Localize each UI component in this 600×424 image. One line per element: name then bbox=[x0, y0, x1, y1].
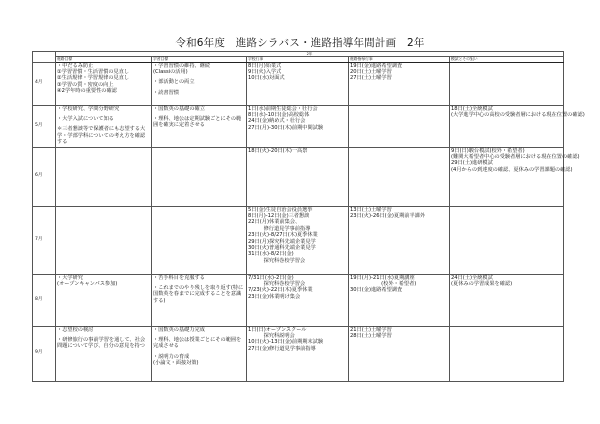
cell-line: ＊三者懇談等で保護者にも志望する大学・学部学科についての考え方を確認する bbox=[57, 126, 146, 146]
exam-cell bbox=[450, 274, 564, 326]
goal-cell bbox=[56, 105, 152, 147]
career-events-cell bbox=[349, 274, 450, 326]
cell-line: 24日(土)全統模試 bbox=[451, 274, 493, 281]
cell-line: 7/23(火)-22日(木)夏季休業 bbox=[248, 287, 313, 294]
month-label: 9月 bbox=[33, 326, 56, 381]
cell-line: 30日(金)進路希望調査 bbox=[350, 287, 403, 294]
career-events-cell bbox=[349, 105, 450, 147]
cell-line: 23日(火)-26日(金)夏期前半課外 bbox=[350, 212, 426, 219]
exam-cell bbox=[450, 326, 564, 381]
month-label: 4月 bbox=[33, 62, 56, 105]
cell-line: (4月からの到達度の確認、夏休みの学習課題の確認) bbox=[451, 166, 573, 173]
exam-cell bbox=[450, 62, 564, 105]
cell-line: (小論文・面接対策) bbox=[153, 360, 199, 367]
header-school-events: 学校行事 bbox=[247, 57, 349, 63]
goal-cell bbox=[56, 274, 152, 326]
header-exams: 模試とその狙い bbox=[450, 57, 564, 63]
cell-line: 修行道見学事前指導 bbox=[248, 225, 311, 232]
cell-line: 27日(月)-30日(木)前期中間試験 bbox=[248, 124, 324, 131]
school-events-cell bbox=[247, 62, 349, 105]
month-row bbox=[33, 206, 564, 274]
cell-line: 9日(日)駿台模試(校外・希望者) bbox=[451, 147, 525, 154]
school-events-cell bbox=[247, 147, 349, 206]
cell-line: 探究科説明会 bbox=[248, 332, 295, 339]
school-events-cell bbox=[247, 105, 349, 147]
cell-line: ④2学年時の重要性の確認 bbox=[57, 88, 117, 95]
cell-line: 13日(土)土曜学習 bbox=[350, 206, 392, 213]
cell-line: ・中だるみ防止 bbox=[57, 62, 94, 69]
cell-line: 27日(土)土曜学習 bbox=[350, 75, 392, 82]
cell-line: 18日(火)-20日(木)一高祭 bbox=[248, 147, 308, 154]
school-events-cell bbox=[247, 274, 349, 326]
cell-line: (夏休みの学習成果を確認) bbox=[451, 280, 513, 287]
school-events-cell bbox=[247, 326, 349, 381]
cell-line: (オープンキャンパス参加) bbox=[57, 280, 118, 287]
cell-line: 20日(土)土曜学習 bbox=[350, 68, 392, 75]
school-events-cell bbox=[247, 206, 349, 274]
month-label: 5月 bbox=[33, 105, 56, 147]
month-row bbox=[33, 326, 564, 381]
cell-line: 23日(金)休業明け集会 bbox=[248, 293, 301, 300]
month-header-cell bbox=[33, 52, 56, 63]
cell-line: ・苦手科目を克服する bbox=[153, 274, 205, 281]
cell-line: ①学習習慣・生活習慣の見直し bbox=[57, 68, 130, 75]
cell-line: 19日(月)-21日(水)夏期講座 bbox=[350, 274, 415, 281]
cell-line: 29日(土)進研模試 bbox=[451, 160, 493, 167]
cell-line: (校外・希望者) bbox=[350, 280, 417, 287]
cell-line: 24日(金)納め式・壮行会 bbox=[248, 118, 306, 125]
cell-line: ・大学研究 bbox=[57, 274, 83, 281]
cell-line: ・学習習慣の維持、継続 bbox=[153, 62, 211, 69]
exam-cell bbox=[450, 147, 580, 206]
study-cell bbox=[152, 206, 247, 274]
goal-cell bbox=[56, 326, 152, 381]
cell-line: 23日(火)-8/27日(木)夏季休業 bbox=[248, 232, 318, 239]
goal-cell bbox=[56, 147, 152, 206]
cell-line: 探究科巻校学習会 bbox=[248, 257, 306, 264]
header-study: 学習目標 bbox=[152, 57, 247, 63]
cell-line: 10日(水)対面式 bbox=[248, 75, 285, 82]
cell-line: ・志望校の検討 bbox=[57, 326, 94, 333]
cell-line: ・読書習慣 bbox=[153, 89, 179, 96]
header-career-events: 進路指導行事 bbox=[349, 57, 450, 63]
month-label: 6月 bbox=[33, 147, 56, 206]
cell-line: 21日(土)土曜学習 bbox=[350, 326, 392, 333]
cell-line: 8日(水)-10日(金)高校総体 bbox=[248, 111, 310, 118]
goal-cell bbox=[56, 62, 152, 105]
career-events-cell bbox=[349, 326, 450, 381]
cell-line: 22日(月)休業前集会、 bbox=[248, 219, 301, 226]
cell-line: 5日(金)生徒自治会役員選挙 bbox=[248, 206, 313, 213]
grade-label: 2年 bbox=[56, 52, 564, 57]
cell-line: 31日(水)-8/2日(金) bbox=[248, 251, 294, 258]
cell-line: ・国数英の基礎の確立 bbox=[153, 105, 205, 112]
cell-line: 1日(水)前期生徒総会・壮行会 bbox=[248, 105, 318, 112]
cell-line: 探究科巻校学習会 bbox=[248, 280, 306, 287]
cell-line: 9日(火)入学式 bbox=[248, 68, 282, 75]
cell-line: 29日(月)探究科先端企業見学 bbox=[248, 238, 316, 245]
cell-line: ・説明力の育成 bbox=[153, 353, 190, 360]
cell-line: 8日(月)始業式 bbox=[248, 62, 282, 69]
month-label: 8月 bbox=[33, 274, 56, 326]
exam-cell bbox=[450, 105, 585, 147]
cell-line: ・研修旅行の事前学習を通して、社会問題について学び、自分の意見を持つ bbox=[57, 336, 146, 350]
cell-line: 8日(月)-12日(金)三者懇談 bbox=[248, 212, 310, 219]
cell-line: 19日(金)進路希望調査 bbox=[350, 62, 403, 69]
study-cell bbox=[152, 326, 247, 381]
study-cell bbox=[152, 147, 247, 206]
header-goal: 進路目標 bbox=[56, 57, 152, 63]
month-label: 7月 bbox=[33, 206, 56, 274]
cell-line: 10日(火)-13日(金)前期期末試験 bbox=[248, 339, 324, 346]
cell-line: ・国数英の基礎力完成 bbox=[153, 326, 205, 333]
cell-line: 28日(土)土曜学習 bbox=[350, 332, 392, 339]
syllabus-table bbox=[32, 51, 585, 382]
cell-line: ・これまでのやり残しを取り返す(特に国数英を春までに完成することを意識する) bbox=[153, 284, 244, 304]
cell-line: 30日(火)普通科先端企業見学 bbox=[248, 244, 316, 251]
month-row bbox=[33, 105, 564, 147]
study-cell bbox=[152, 105, 247, 147]
study-cell bbox=[152, 62, 247, 105]
cell-line: 27日(金)修行道見学事前指導 bbox=[248, 345, 316, 352]
career-events-cell bbox=[349, 206, 450, 274]
cell-line: ③学習の質・密度の向上 bbox=[57, 81, 114, 88]
cell-line: (Classiの活用) bbox=[153, 68, 188, 75]
cell-line: 18日(土)全統模試 bbox=[451, 105, 493, 112]
cell-line: ・大学入試について知る bbox=[57, 115, 114, 122]
cell-line: ・学校研究、学問分野研究 bbox=[57, 105, 120, 112]
goal-cell bbox=[56, 206, 152, 274]
cell-line: 7/31日(水)-2日(金) bbox=[248, 274, 294, 281]
cell-line: ・理科、地公は定期試験ごとにその範囲を確実に定着させる bbox=[153, 115, 242, 129]
cell-line: 1日(日)オープンスクール bbox=[248, 326, 307, 333]
cell-line: ②生活規律・学習規律の見直し bbox=[57, 75, 130, 82]
page-title: 令和6年度 進路シラバス・進路指導年間計画 2年 bbox=[175, 37, 425, 49]
cell-line: ・部活動との両立 bbox=[153, 79, 195, 86]
cell-line: ・理科、地公は授業ごとにその範囲を完成させる bbox=[153, 336, 242, 350]
exam-cell bbox=[450, 206, 564, 274]
month-row bbox=[33, 62, 564, 105]
career-events-cell bbox=[349, 147, 450, 206]
study-cell bbox=[152, 274, 247, 326]
month-row bbox=[33, 147, 564, 206]
cell-line: (難関大希望者中心の受験者層における現在位置の確認) bbox=[451, 153, 580, 160]
cell-line: (大学進学中心の高校の受験者層における現在位置の確認) bbox=[451, 111, 585, 118]
month-row bbox=[33, 274, 564, 326]
career-events-cell bbox=[349, 62, 450, 105]
